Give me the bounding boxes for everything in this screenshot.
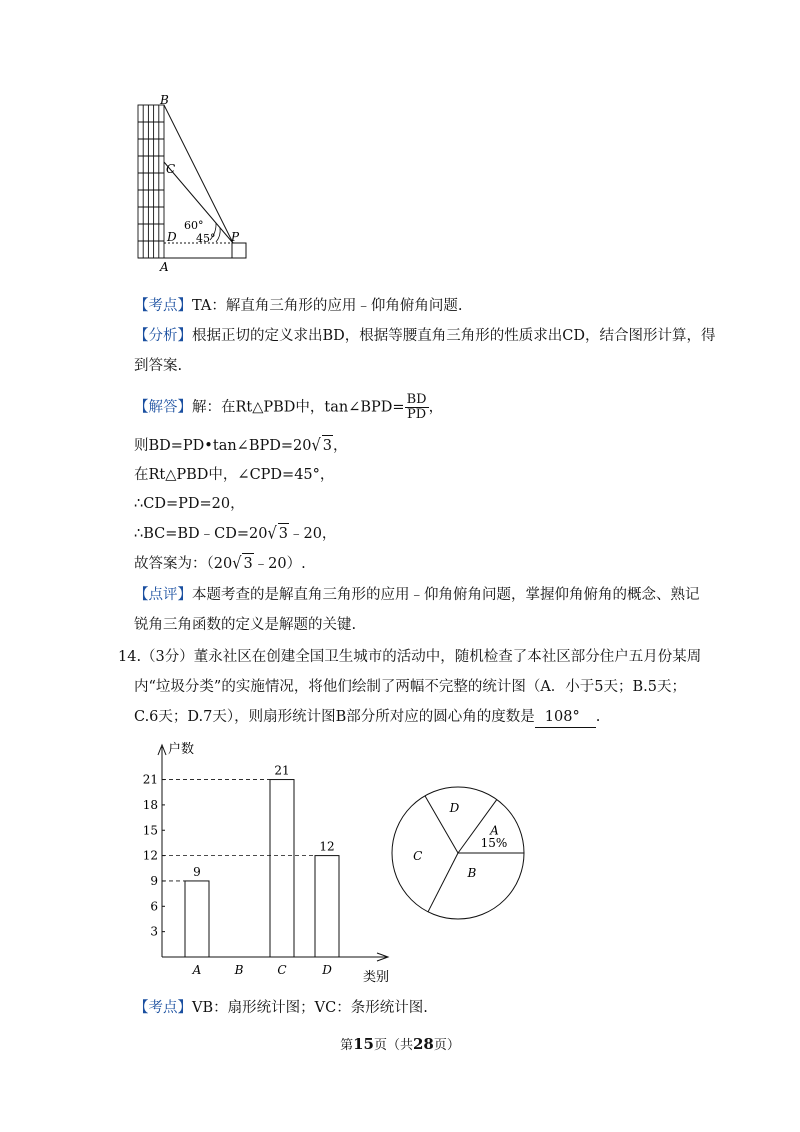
dianping-13-line1 <box>134 585 700 605</box>
x-tick-label: B <box>234 963 244 977</box>
label-a: A <box>160 260 169 274</box>
pie-slice-label: A <box>490 823 499 838</box>
jieda-13-line4: ∴CD=PD=20， <box>134 496 245 512</box>
dianping-13-line2: 锐角三角函数的定义是解题的关键. <box>134 617 357 633</box>
label-p: P <box>231 230 240 244</box>
dianping-text-1: 本题考查的是解直角三角形的应用﹣仰角俯角问题，掌握仰角俯角的概念、熟记 <box>192 587 700 603</box>
fenxi-13-line1 <box>134 326 716 346</box>
x-tick-label: D <box>322 963 332 977</box>
x-tick-label: A <box>192 963 202 977</box>
fraction-numerator: BD <box>406 392 427 407</box>
x-axis-label: 类别 <box>363 970 390 985</box>
problem14-line3-suffix: . <box>595 709 601 725</box>
angle-label-45: 45° <box>196 232 216 245</box>
kaodian-tag: 【考点】 <box>134 1000 192 1016</box>
angle-label-60: 60° <box>184 219 204 232</box>
jieda-13-line3: 在Rt△PBD中，∠CPD=45°， <box>134 467 335 483</box>
kaodian-tag: 【考点】 <box>134 298 192 314</box>
dianping-tag: 【点评】 <box>134 587 192 603</box>
y-axis-label: 户数 <box>168 742 195 757</box>
angle-arc-45 <box>216 228 220 242</box>
y-tick-label: 6 <box>150 899 158 914</box>
label-d: D <box>167 230 177 244</box>
kaodian-13 <box>134 296 462 316</box>
page-footer <box>0 1034 800 1053</box>
y-tick-label: 21 <box>142 772 158 787</box>
problem14-line3 <box>134 707 600 728</box>
bar-data-label: 21 <box>274 763 290 778</box>
problem14-line3-text: C.6天；D.7天），则扇形统计图B部分所对应的圆心角的度数是 <box>134 709 535 725</box>
pie-annotation-a: 15% <box>480 836 508 850</box>
jieda-text-1: 解：在Rt△PBD中，tan∠BPD= <box>192 399 405 416</box>
bar-data-label: 12 <box>319 839 335 854</box>
jieda-tag: 【解答】 <box>134 399 192 416</box>
jieda-13-line2: 则BD=PD•tan∠BPD=20√ 3， <box>134 435 347 456</box>
fenxi-text-1: 根据正切的定义求出BD，根据等腰直角三角形的性质求出CD，结合图形计算，得 <box>192 328 716 344</box>
pie-slice-label: B <box>467 866 477 881</box>
jieda-text-6-suffix: ﹣20）. <box>253 556 306 572</box>
footer-page: 15 <box>353 1035 374 1053</box>
problem14-line1: 14.（3分）董永社区在创建全国卫生城市的活动中，随机检查了本社区部分住户五月份某周 <box>118 649 702 665</box>
sqrt-icon: √ <box>232 554 242 574</box>
y-tick-label: 18 <box>142 797 158 812</box>
sqrt-arg: 3 <box>242 553 253 574</box>
y-tick-label: 12 <box>142 848 158 863</box>
answer-blank: 108° <box>535 707 596 728</box>
label-b: B <box>160 93 169 107</box>
jieda-text-5: ∴BC=BD﹣CD=20 <box>134 526 268 542</box>
footer-prefix: 第 <box>340 1038 354 1053</box>
bar-chart <box>135 737 400 987</box>
bar <box>270 780 294 957</box>
fenxi-13-line2: 到答案. <box>134 358 183 374</box>
kaodian-14 <box>134 998 428 1018</box>
building <box>138 105 164 258</box>
bar-data-label: 9 <box>193 864 201 879</box>
label-c: C <box>166 162 176 176</box>
building-angle-figure <box>130 90 260 275</box>
fraction-bd-pd <box>405 393 429 422</box>
jieda-13-line5 <box>134 523 336 544</box>
jieda-13-line6 <box>134 553 306 574</box>
pie-slice-label: C <box>413 849 423 864</box>
fraction-denominator: PD <box>407 407 427 422</box>
sqrt-icon: √ <box>267 524 277 544</box>
jieda-text-6: 故答案为：（20 <box>134 556 233 572</box>
jieda-text-5-suffix: ﹣20， <box>288 526 337 542</box>
bar <box>185 881 209 957</box>
problem14-line2: 内“垃圾分类”的实施情况，将他们绘制了两幅不完整的统计图（A．小于5天；B.5天； <box>134 679 687 695</box>
jieda-text-2: 则BD=PD•tan∠BPD=20 <box>134 438 312 454</box>
footer-total: 28 <box>413 1035 434 1053</box>
point-p-box <box>232 243 246 258</box>
bar <box>315 856 339 957</box>
footer-middle: 页（共 <box>373 1038 413 1053</box>
pie-chart <box>385 775 540 925</box>
pie-slice-label: D <box>449 801 460 816</box>
footer-suffix: 页） <box>433 1038 460 1053</box>
y-tick-label: 9 <box>150 873 158 888</box>
y-tick-label: 3 <box>150 924 158 939</box>
kaodian-text: TA：解直角三角形的应用﹣仰角俯角问题. <box>192 298 463 314</box>
sqrt-arg: 3 <box>322 435 333 456</box>
sqrt-icon: √ <box>311 436 321 456</box>
kaodian-text: VB：扇形统计图；VC：条形统计图. <box>192 1000 428 1016</box>
fenxi-tag: 【分析】 <box>134 328 192 344</box>
y-tick-label: 15 <box>142 823 158 838</box>
sqrt-arg: 3 <box>278 523 289 544</box>
jieda-13-line1: 【解答】解：在Rt△PBD中，tan∠BPD= $\frac{BD}{PD}$ ， <box>134 392 444 422</box>
x-tick-label: C <box>277 963 287 977</box>
